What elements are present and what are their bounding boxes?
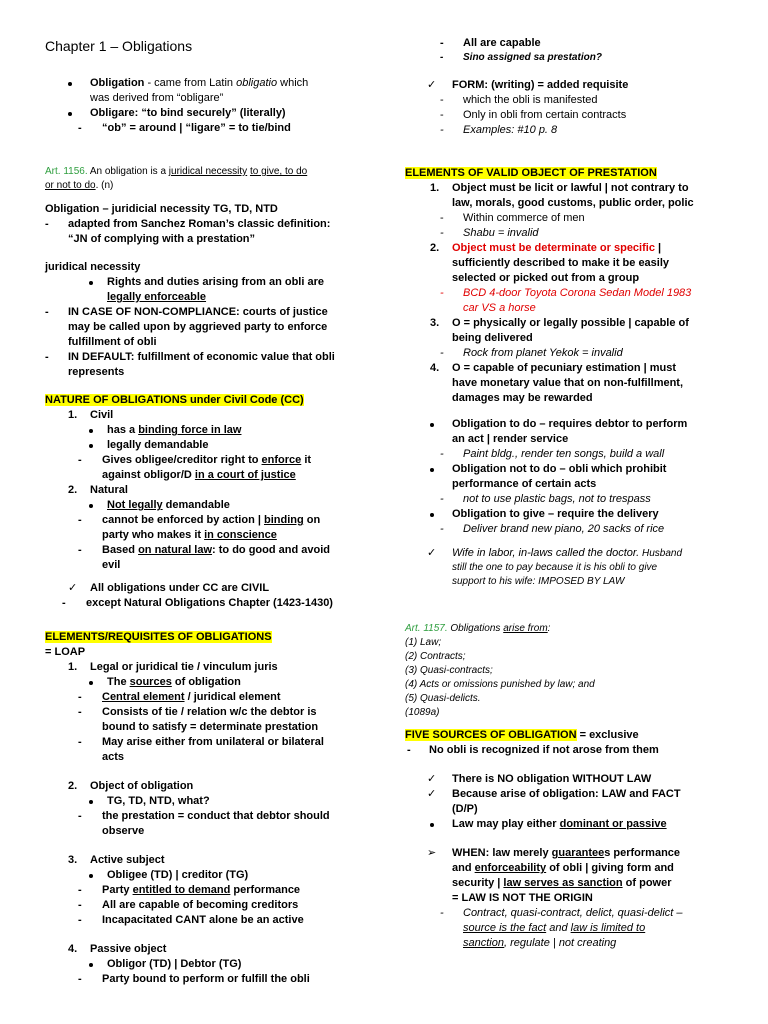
list-item: Obligare: “to bind securely” (literally): [45, 106, 365, 121]
check-icon: ✓: [427, 788, 437, 800]
bullet-icon: [89, 281, 93, 285]
bullet-icon: [430, 468, 434, 472]
bullet-icon: [430, 823, 434, 827]
bullet-icon: [89, 681, 93, 685]
five-sources-section: FIVE SOURCES OF OBLIGATION = exclusive - No obli is recognized if not arose from them ✓ There is NO obligation WITHOUT LAW ✓ Because arise of obligation: LAW and FACT (D/P) Law may play either dominant or passive ➢ WHEN: law merely guarantees performance and enforceability of obli | giving form and security | law serves as sanction of power = LAW IS NOT THE ORIGIN - Contract, quasi-contract, delict, quasi-delict – source is the fact and law is limited to sanction, regulate | not creating: [405, 729, 683, 949]
check-icon: ✓: [427, 773, 437, 785]
bullet-icon: [89, 444, 93, 448]
section-heading: NATURE OF OBLIGATIONS under Civil Code (CC): [45, 394, 304, 406]
check-icon: ✓: [427, 547, 437, 559]
capable-notes: - All are capable - Sino assigned sa prestation?: [440, 37, 602, 63]
section-heading: FIVE SOURCES OF OBLIGATION: [405, 729, 577, 741]
chapter-title: Chapter 1 – Obligations: [45, 38, 193, 54]
bullet-icon: [430, 513, 434, 517]
bullet-icon: [430, 423, 434, 427]
list-item: Obligation - came from Latin obligatio which: [45, 76, 365, 91]
form-section: ✓ FORM: (writing) = added requisite - which the obli is manifested - Only in obli from certain contracts - Examples: #10 p. 8: [427, 79, 629, 136]
intro-list: Obligation - came from Latin obligatio which was derived from “obligare” Obligare: “to bind securely” (literally) - “ob” = around | “ligare” = to tie/bind: [45, 76, 365, 136]
bullet-icon: [89, 429, 93, 433]
section-heading: ELEMENTS OF VALID OBJECT OF PRESTATION: [405, 167, 657, 179]
nature-section: NATURE OF OBLIGATIONS under Civil Code (CC) 1. Civil has a binding force in law legally demandable - Gives obligee/creditor right to enforce it against obligor/D in a court of justice 2. Natural Not legally demandable - cannot be enforced by action | binding on party who makes it in conscience - Based on natural law: to do good and avoid evil ✓ All obligations under CC are CIVIL - except Natural Obligations Chapter (1423-1430): [45, 394, 333, 609]
check-icon: ✓: [427, 79, 437, 91]
bullet-icon: [68, 112, 72, 116]
bullet-icon: [89, 504, 93, 508]
list-item: - “ob” = around | “ligare” = to tie/bind: [78, 122, 291, 134]
juridical-necessity: juridical necessity Rights and duties arising from an obli are legally enforceable - IN CASE OF NON-COMPLIANCE: courts of justice may be called upon by aggrieved party to enforce fulfillment of obli - IN DEFAULT: fulfillment of economic value that obli represents: [45, 261, 335, 378]
elements-section: ELEMENTS/REQUISITES OF OBLIGATIONS = LOAP 1. Legal or juridical tie / vinculum juris The sources of obligation - Central element / juridical element - Consists of tie / relation w/c the debtor is bound to satisfy = determinate prestation - May arise either from unilateral or bilateral acts 2. Object of obligation TG, TD, NTD, what? - the prestation = conduct that debtor should observe 3. Active subject Obligee (TD) | creditor (TG) - Party entitled to demand performance - All are capable of becoming creditors - Incapacitated CANT alone be an active 4. Passive object Obligor (TD) | Debtor (TG) - Party bound to perform or fulfill the obli: [45, 631, 330, 985]
valid-object-section: ELEMENTS OF VALID OBJECT OF PRESTATION 1. Object must be licit or lawful | not contrary to law, morals, good customs, public order, polic - Within commerce of men - Shabu = invalid 2. Object must be determinate or specific | sufficiently described to make it be easily selected or picked out from a group - BCD 4-door Toyota Corona Sedan Model 1983 car VS a horse 3. O = physically or legally possible | capable of being delivered - Rock from planet Yekok = invalid 4. O = capable of pecuniary estimation | must have monetary value that on non-fulfillment, damages may be rewarded: [405, 167, 694, 404]
bullet-icon: [89, 800, 93, 804]
article-1157: Art. 1157. Obligations arise from: (1) Law; (2) Contracts; (3) Quasi-contracts; (4) Acts or omissions punished by law; and (5) Quasi-delicts. (1089a): [405, 623, 595, 718]
bullet-icon: [89, 963, 93, 967]
bullet-icon: [89, 874, 93, 878]
article-1156: Art. 1156. An obligation is a juridical necessity to give, to do or not to do. (n): [45, 166, 308, 191]
kinds-of-obligation: Obligation to do – requires debtor to perform an act | render service - Paint bldg., render ten songs, build a wall Obligation not to do – obli which prohibit performance of certain acts - not to use plastic bags, not to trespass Obligation to give – require the delivery - Deliver brand new piano, 20 sacks of rice ✓ Wife in labor, in-laws called the doctor. Husband still the one to pay because it is his obli to give support to his wife: IMPOSED BY LAW: [427, 418, 688, 587]
section-heading: ELEMENTS/REQUISITES OF OBLIGATIONS: [45, 631, 272, 643]
definition: Obligation – juridicial necessity TG, TD, NTD - adapted from Sanchez Roman’s classic definition: “JN of complying with a prestation”: [45, 203, 331, 245]
check-icon: ✓: [68, 582, 78, 594]
arrow-icon: ➢: [427, 847, 437, 859]
bullet-icon: [68, 82, 72, 86]
